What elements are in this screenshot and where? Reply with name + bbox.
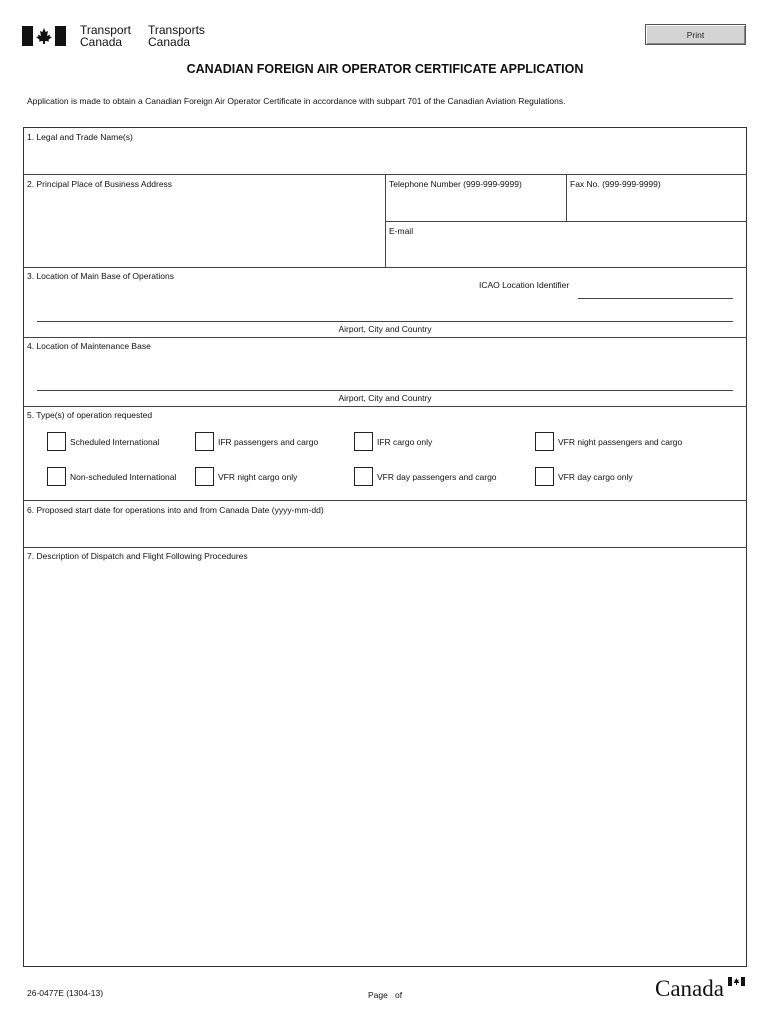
vfr-day-passengers-cargo-label: VFR day passengers and cargo xyxy=(377,472,497,482)
wordmark-flag-icon xyxy=(728,977,745,986)
main-base-location-field[interactable] xyxy=(38,306,736,322)
ifr-passengers-cargo-checkbox[interactable] xyxy=(195,432,214,451)
print-button[interactable]: Print xyxy=(645,24,746,45)
section-7-label: 7. Description of Dispatch and Flight Following Procedures xyxy=(27,551,248,561)
page-label: Page xyxy=(368,990,388,1000)
vfr-day-cargo-only-checkbox[interactable] xyxy=(535,467,554,486)
dispatch-procedures-field[interactable] xyxy=(27,566,747,966)
fax-field[interactable] xyxy=(570,193,746,219)
vfr-day-passengers-cargo-checkbox[interactable] xyxy=(354,467,373,486)
email-label: E-mail xyxy=(389,226,414,236)
airport-city-country-label-1: Airport, City and Country xyxy=(338,324,432,334)
section-6-label: 6. Proposed start date for operations into and from Canada Date (yyyy-mm-dd) xyxy=(27,505,324,515)
ifr-cargo-only-label: IFR cargo only xyxy=(377,437,433,447)
start-date-field[interactable] xyxy=(27,519,747,545)
section-4-label: 4. Location of Maintenance Base xyxy=(27,341,151,351)
dept-fr-line2: Canada xyxy=(148,35,191,49)
vfr-night-cargo-only-label: VFR night cargo only xyxy=(218,472,298,482)
vfr-day-cargo-only-label: VFR day cargo only xyxy=(558,472,633,482)
government-signature xyxy=(22,24,212,50)
dept-en-line1: Transport xyxy=(80,23,131,37)
dept-fr-line1: Transports xyxy=(148,23,205,37)
canada-wordmark xyxy=(655,976,750,1004)
dept-en-line2: Canada xyxy=(80,35,123,49)
icao-identifier-field[interactable] xyxy=(578,283,736,299)
intro-text: Application is made to obtain a Canadian Foreign Air Operator Certificate in accordance with subpart 701 of the Canadian Aviation Regulations. xyxy=(27,96,566,106)
vfr-night-cargo-only-checkbox[interactable] xyxy=(195,467,214,486)
ifr-cargo-only-checkbox[interactable] xyxy=(354,432,373,451)
vfr-night-passengers-cargo-label: VFR night passengers and cargo xyxy=(558,437,683,447)
section-2-label: 2. Principal Place of Business Address xyxy=(27,179,173,189)
form-number: 26-0477E (1304-13) xyxy=(27,988,104,998)
vfr-night-passengers-cargo-checkbox[interactable] xyxy=(535,432,554,451)
scheduled-international-label: Scheduled International xyxy=(70,437,160,447)
section-3-label: 3. Location of Main Base of Operations xyxy=(27,271,174,281)
telephone-label: Telephone Number (999-999-9999) xyxy=(389,179,522,189)
page-title: CANADIAN FOREIGN AIR OPERATOR CERTIFICATE APPLICATION xyxy=(186,62,584,76)
canada-flag-icon xyxy=(22,26,66,46)
canada-wordmark-text: Canada xyxy=(655,976,724,1001)
business-address-field[interactable] xyxy=(27,193,383,267)
non-scheduled-international-checkbox[interactable] xyxy=(47,467,66,486)
section-5-label: 5. Type(s) of operation requested xyxy=(27,410,153,420)
page-total-field[interactable] xyxy=(404,988,422,1002)
scheduled-international-checkbox[interactable] xyxy=(47,432,66,451)
email-field[interactable] xyxy=(389,240,747,266)
icao-label: ICAO Location Identifier xyxy=(479,280,570,290)
maintenance-base-field[interactable] xyxy=(38,375,736,391)
fax-label: Fax No. (999-999-9999) xyxy=(570,179,661,189)
telephone-field[interactable] xyxy=(389,193,565,219)
non-scheduled-international-label: Non-scheduled International xyxy=(70,472,177,482)
legal-trade-name-field[interactable] xyxy=(27,146,747,174)
of-label: of xyxy=(395,990,403,1000)
section-1-label: 1. Legal and Trade Name(s) xyxy=(27,132,133,142)
airport-city-country-label-2: Airport, City and Country xyxy=(338,393,432,403)
ifr-passengers-cargo-label: IFR passengers and cargo xyxy=(218,437,319,447)
